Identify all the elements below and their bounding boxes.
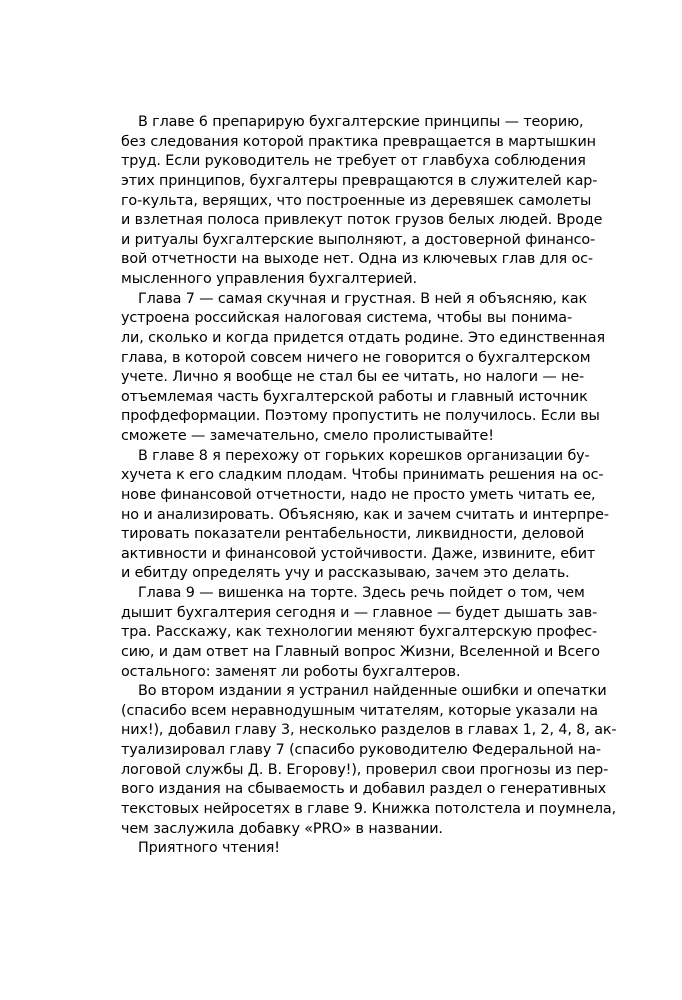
text-line: Во втором издании я устранил найденные ошибки и опечатки [138,683,607,700]
body-text-column [121,113,617,859]
text-line: туализировал главу 7 (спасибо руководителю Федеральной на- [121,742,601,758]
text-line: этих принципов, бухгалтеры превращаются в служителей кар- [121,172,598,189]
text-line: вого издания на сбываемость и добавил раздел о генеративных [121,781,607,798]
text-line: Приятного чтения! [138,840,280,857]
text-line: сможете — замечательно, смело пролистывайте! [121,428,494,444]
text-line: но и анализировать. Объясняю, как и зачем считать и интерпре- [121,506,609,523]
text-line: дышит бухгалтерия сегодня и — главное — будет дышать зав- [121,604,598,621]
para-chapter-9 [121,584,600,682]
text-line: В главе 6 препарирую бухгалтерские принципы — теорию, [138,114,584,130]
text-line: Глава 7 — самая скучная и грустная. В ней я объясняю, как [138,290,588,307]
text-line: устроена российская налоговая система, чтобы вы понима- [121,310,572,327]
text-line: и ебитду определять учу и рассказываю, зачем это делать. [121,565,570,582]
text-line: хучета к его сладким плодам. Чтобы принимать решения на ос- [121,467,604,484]
text-line: (спасибо всем неравнодушным читателям, которые указали на [121,702,598,719]
text-line: отъемлемая часть бухгалтерской работы и главный источник [121,388,588,405]
text-line: чем заслужила добавку «PRO» в названии. [121,820,443,837]
text-line: нове финансовой отчетности, надо не просто уметь читать ее, [121,486,596,503]
text-line: глава, в которой совсем ничего не говорится о бухгалтерском [121,349,591,366]
text-line: и ритуалы бухгалтерские выполняют, а достоверной финансо- [121,231,596,248]
para-chapter-8 [121,447,609,584]
text-line: Глава 9 — вишенка на торте. Здесь речь пойдет о том, чем [138,585,585,601]
text-line: текстовых нейросетях в главе 9. Книжка потолстела и поумнела, [121,800,617,817]
text-line: труд. Если руководитель не требует от главбуха соблюдения [121,153,586,170]
text-line: сию, и дам ответ на Главный вопрос Жизни, Вселенной и Всего [121,643,600,660]
text-line: учете. Лично я вообще не стал бы ее читать, но налоги — не- [121,369,585,386]
text-line: ли, сколько и когда придется отдать родине. Это единственная [121,329,605,346]
para-chapter-7 [121,290,605,447]
text-line: без следования которой практика превращается в мартышкин [121,133,596,150]
text-line: остального: заменят ли роботы бухгалтеров. [121,663,461,680]
text-line: В главе 8 я перехожу от горьких корешков организации бу- [138,447,590,464]
text-line: вой отчетности на выходе нет. Одна из ключевых глав для ос- [121,251,593,268]
text-line: мысленного управления бухгалтерией. [121,271,417,287]
para-second-edition [121,682,617,839]
text-line: профдеформации. Поэтому пропустить не получилось. Если вы [121,408,600,425]
para-chapter-6 [121,113,603,290]
text-line: и взлетная полоса привлекут поток грузов белых людей. Вроде [121,212,603,229]
para-closing [121,839,572,859]
text-line: тировать показатели рентабельности, ликвидности, деловой [121,526,585,543]
text-line: го-культа, верящих, что построенные из деревяшек самолеты [121,192,592,209]
text-line: них!), добавил главу 3, несколько разделов в главах 1, 2, 4, 8, ак- [121,722,617,739]
text-line: логовой службы Д. В. Егорову!), проверил свои прогнозы из пер- [121,761,609,778]
text-line: тра. Расскажу, как технологии меняют бухгалтерскую профес- [121,624,598,641]
text-line: активности и финансовой устойчивости. Даже, извините, ебит [121,545,596,562]
